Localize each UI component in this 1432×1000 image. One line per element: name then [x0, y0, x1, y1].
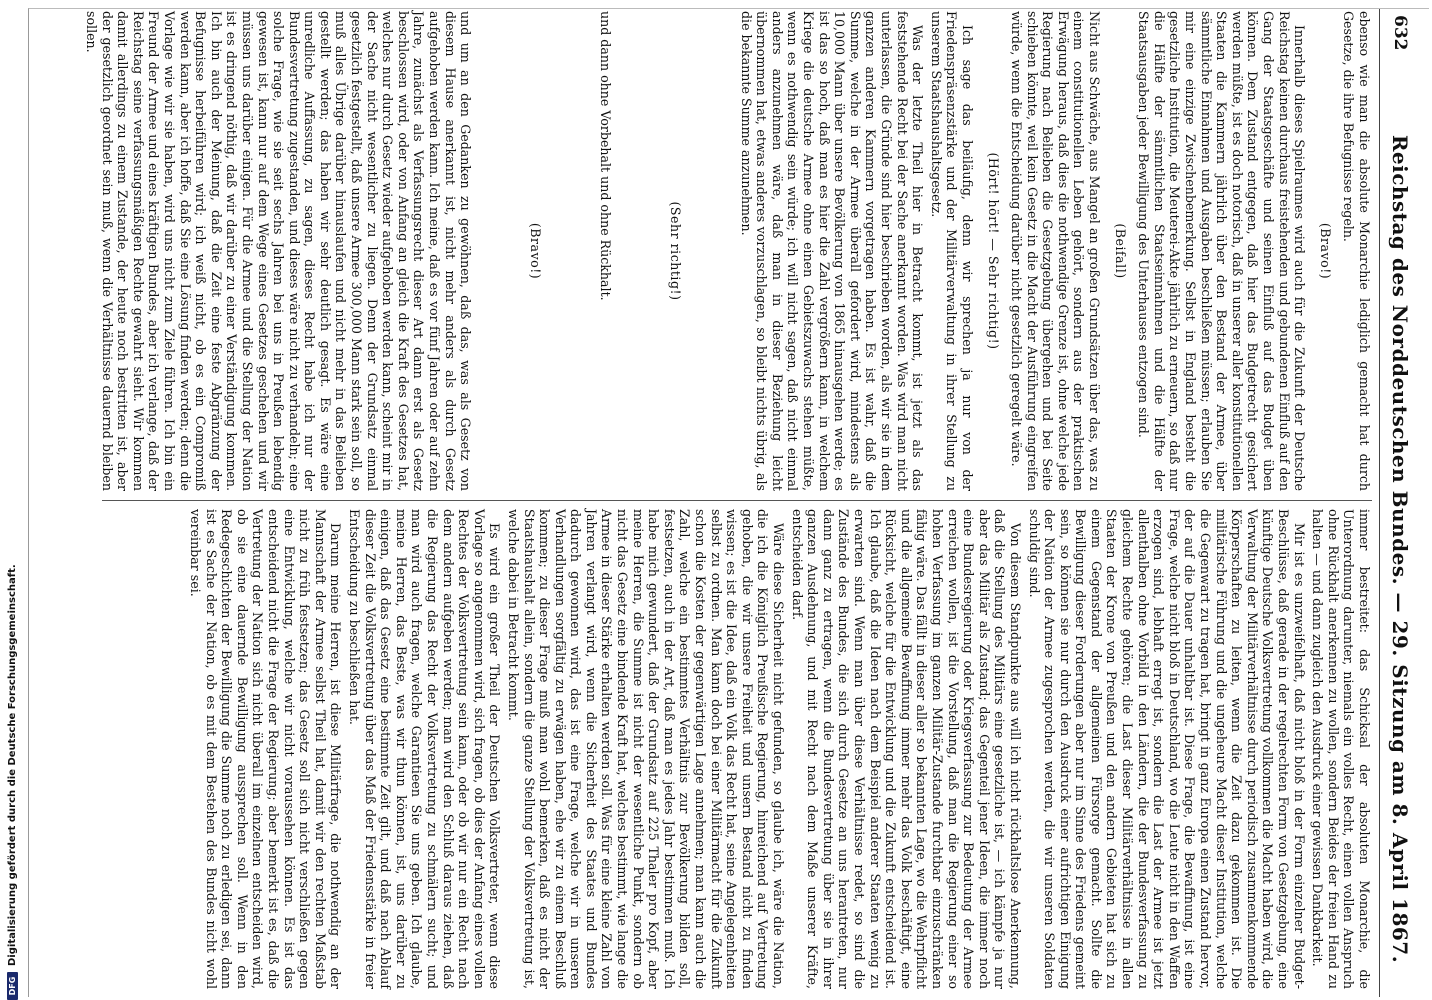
page-content: [84, 9, 1424, 997]
reaction: (Beifall): [1112, 223, 1128, 279]
header-rule: [1379, 9, 1380, 997]
paragraph: Nicht aus Schwäche, aus Mangel an großen Grundsätzen über das, was zu einem constitutionellen Leben gehört, sondern aus der praktischen Erwägung heraus, daß dies die nothwendige Grenze ist, ohne welche jede Regierung nach Belieben die Gesetzgebung übergehen und bei Seite schieben könnte, weil kein Gesetz in die Macht der Ausführung eingreifen würde, wenn die Entscheidung darüber nicht gesetzlich geregelt wäre.: [1009, 11, 1103, 491]
paragraph: Mir ist es unzweifelhaft, daß nicht bloß in der Form einzelner Budget-Beschlüsse, daß gerade in der regelrechten Form von Gesetzgebung, eine künftige Deutsche Volksvertretung vollkommen die Macht haben wird, die Verwaltung der Militärverhältnisse durch periodisch zusammenkommende Körperschaften zu leiten, wenn die Zeit dazu gekommen ist. Die militärische Führung und die ungeheure Macht dieser Institution, welche die Gegenwart zu tragen hat, bringt in ganz Europa einen Zustand hervor, der auf die Dauer unhaltbar ist. Diese Frage, die Bewaffnung, ist eine Frage, welche nicht bloß in Deutschland, wo die Leute nicht in den Waffen erzogen sind, lebhaft erregt ist, sondern die Last der Armee ist jetzt allenthalben ohne Vorbild in den Ländern, die der Bundesverfassung zu gleichem Rechte gehören; die Last dieser Militärverhältnisse in allen Staaten der Krone von Preußen und den andern Gebieten hat sich zu einem Gegenstand der allgemeinen Fürsorge gemacht. Sollte die Bewilligung dieser Forderungen aber nur im Sinne des Friedens gemeint sein, so können sie nur durch den Ausdruck einer aufrichtigen Einigung der Nation der Armee zugesprochen werden, die wir unseren Soldaten schuldig sind.: [1026, 509, 1307, 989]
reaction: (Bravo!): [1317, 222, 1333, 280]
page-header: [1382, 9, 1414, 997]
scanned-page: [28, 8, 1429, 997]
paragraph: Es wird ein großer Theil der Deutschen Volksvertreter, wenn diese Vorlage so angenommen wird, sich fragen, ob dies der Anfang eines vollen Rechtes der Volksvertretung sein kann, oder ob wir nur ein Recht nach dem andern aufgeben werden; man wird den Schluß daraus ziehen, daß die Regierung das Recht der Volksvertretung zu schmälern sucht; und man wird auch fragen, welche Garantieen Sie uns geben. Ich glaube, meine Herren, das Beste, was wir thun können, ist, uns darüber zu einigen, daß das Gesetz eine bestimmte Zeit gilt, und daß nach Ablauf dieser Zeit die Volksvertretung über das Maß der Friedensstärke in freier Entscheidung zu beschließen hat.: [347, 509, 503, 989]
running-title: Reichstag des Norddeutschen Bundes. — 29. Sitzung am 8. April 1867.: [1388, 134, 1412, 964]
paragraph: Innerhalb dieses Spielraumes wird auch für die Zukunft der Deutsche Reichstag keinen durchaus freistehenden und gebundenen Einfluß auf den Gang der Staatsgeschäfte und seinen Einfluß auf das Budget üben können. Dem Zustand entgegen, daß hier das Budgetrecht gesichert werden müßte, ist es doch notorisch, daß in unserer aller konstitutionellen Staaten die Kammern jährlich über den Bestand der Armee, über sämmtliche Einnahmen und Ausgaben beschließen müssen; erlauben Sie mir eine einzige Zwischenbemerkung. Selbst in England besteht die gesetzliche Institution, die Meuterei-Akte jährlich zu erneuern, so daß nur die Hälfte der sämmtlichen Staatseinnahmen und die Hälfte der Staatsausgaben jeder Bewilligung des Unterhauses entzogen sind.: [1136, 11, 1308, 491]
paragraph: immer bestreitet: das Schicksal der absoluten Monarchie, die Unterordnung darunter, niemals ein volles Recht, einen vollen Anspruch ohne Rückhalt anerkennen zu wollen, sondern Beides der freien Hand zu halten — und dann zugleich den Ausdruck einer gewissen Dankbarkeit.: [1310, 509, 1372, 989]
reaction: (Hört! hört! — Sehr richtig!): [985, 152, 1001, 350]
credit-line: [7, 564, 18, 1000]
reaction: (Bravo!): [527, 222, 543, 280]
page-number: 632: [1390, 15, 1410, 51]
reaction: (Sehr richtig!): [668, 201, 684, 301]
credit-strip: [0, 0, 18, 1000]
spacer: [613, 11, 657, 491]
right-column: [102, 509, 1372, 989]
paragraph: Ich sage das beiläufig, denn wir sprechen ja nur von der Friedenspräsenzstärke und der Militärverwaltung in ihrer Stellung zu unserem Staatshaushaltsgesetz.: [928, 11, 975, 491]
spacer: [473, 11, 517, 491]
paragraph: und um an den Gedanken zu gewöhnen, daß das, was als Gesetz von diesem Hause anerkannt ist, nicht mehr anders als durch Gesetz aufgehoben werden kann. Ich meine, daß es vor fünf Jahren oder auf zehn Jahre, zunächst als Verfassungsrecht dieser Art dann erst als Gesetz beschlossen wird, oder von Anfang an gleich die Kraft des Gesetzes hat, welches nur durch Gesetz wieder aufgehoben werden kann, scheint mir in der Sache nicht wesentlicher zu liegen. Denn der Grundsatz einmal gesetzlich festgestellt, daß unsere Armee 300,000 Mann stark sein soll, so muß alles Übrige darüber hinauslaufen und nicht mehr in das Belieben gestellt werden; das haben wir sehr deutlich gesagt. Es wäre eine unredliche Auffassung, zu sagen, dieses Recht habe ich nur der Bundesvertretung zugestanden, und dieses wäre nicht zu verhandeln; eine solche Frage, wie sie seit sechs Jahren bei uns in Preußen lebendig gewesen ist, kann nur auf dem Wege eines Gesetzes geschehen und wir müssen uns darüber einigen. Für die Armee und die Stellung der Nation ist es dringend nöthig, daß wir darüber zu einer Verständigung kommen. Ich bin auch der Meinung, daß die Zeit eine feste Abgränzung der Befugnisse herbeiführen wird; ich weiß nicht, ob es ein Compromiß werden kann, aber ich hoffe, daß Sie eine Lösung finden werden; denn die Vorlage wie wir sie haben, wird uns nicht zum Ziele führen. Ich bin ein Freund der Armee und eines kräftigen Bundes, aber ich verlange, daß der Reichstag seine verfassungsmäßigen Rechte gewahrt sieht. Wir kommen damit allerdings zu einem Zustande, der heute noch bestritten ist, aber der gesetzlich geordnet sein muß, wenn die Verhältnisse dauernd bleiben sollen.: [84, 11, 474, 491]
spacer: [691, 11, 735, 491]
paragraph: Von diesem Standpunkte aus will ich nicht rückhaltslose Anerkennung, daß die Stellung des Militärs eine gesetzliche ist, — ich kämpfe ja nur aber das Militär als Zustand; das Gegenteil jener Ideen, die immer noch eine Bundesregierung oder Kriegsverfassung zur Bedeutung der Armee erreichen wollen, ist die Vorstellung, daß man die Regierung einer so hohen Verfassung im ganzen Militär-Zustande furchtbar einzuschränken fähig wäre. Das fällt in dieser aller so bekannten Lage, wo die Wehrpflicht und die allgemeine Bewaffnung immer mehr das Volk beschäftigt, eine Rücksicht, welche für die Entwicklung und die Zukunft entscheidend ist. Ich glaube, daß die Ideen nach dem Beispiel anderer Staaten wenig zu erwarten sind. Wenn man über diese Verhältnisse redet, so sind die Zustände des Bundes, die sich durch Gesetze an uns herantreten, nur dann ganz zu ertragen, wenn die Bundesvertretung über sie in ihrer ganzen Ausdehnung, und mit Recht nach dem Maße unserer Kräfte, entscheiden darf.: [789, 509, 1023, 989]
paragraph: und dann ohne Vorbehalt und ohne Rückhalt.: [598, 11, 614, 301]
paragraph: Darum meine Herren, ist diese Militärfrage, die nothwendig an der Mannschaft der Armee selbst Theil hat, damit wir den rechten Maßstab nicht zu früh festsetzen; das Gesetz soll sich nicht verschließen gegen eine Entwicklung, welche wir nicht voraussehen können. Es ist das entscheidend nicht die Frage der Regierung; aber bemerkt ist es, daß die Vertretung der Nation sich nicht überall im einzelnen entscheiden wird, ob sie eine dauernde Bewilligung aussprechen soll. Wenn in den Redegeschichten der Bewilligung die Summe noch zu erledigen sei, dann ist es Sache der Nation, ob es mit dem Bestehen des Bundes nicht wohl vereinbar sei.: [188, 509, 344, 989]
spacer: [551, 11, 595, 491]
column-divider: [102, 500, 1372, 501]
paragraph: Wäre diese Sicherheit nicht gefunden, so glaube ich, wäre die Nation, die ich die Königlich Preußische Regierung, hinreichend auf Vertretung gehoben, die wir unsere Freiheit und unsern Bestand nicht zu finden wissen; es ist die Idee, daß ein Volk das Recht hat, seine Angelegenheiten selbst zu ordnen. Man kann doch bei einer Militärmacht für die Zukunft schon die Kosten der gegenwärtigen Lage annehmen; man kann auch die Zahl, welche ein bestimmtes Verhältnis zur Bevölkerung bilden soll, festsetzen, auch in der Art, daß man es jedes Jahr bestimmen muß. Ich habe mich gewundert, daß der Grundsatz auf 225 Thaler pro Kopf, aber meine Herren, die Summe ist nicht der wesentliche Punkt, sondern ob nicht das Gesetz eine bindende Kraft hat, welches bestimmt, wie lange die Armee in dieser Stärke erhalten werden soll. Was für eine kleine Zahl von Jahren verlangt wird, wenn die Sicherheit des Staates und Bundes dadurch gewonnen wird, das ist eine Frage, welche wir in unseren Verhandlungen sorgfältig zu erwägen haben, ehe wir zu einem Beschluß kommen; zu dieser Frage muß man wohl bemerken, daß es nicht der Staatshaushalt allein, sondern die ganze Stellung der Volksvertretung ist, welche dabei in Betracht kommt.: [505, 509, 787, 989]
credit-text: Digitalisierung gefördert durch die Deutsche Forschungsgemeinschaft.: [7, 564, 18, 966]
paragraph: ebenso wie man die absolute Monarchie lediglich gemacht hat durch Gesetze, die ihre Befugnisse regeln.: [1341, 11, 1372, 491]
dfg-logo: DFG: [7, 972, 18, 1000]
paragraph: Was der letzte Theil hier in Betracht kommt, ist jetzt als das feststehende Recht bei der Sache anerkannt worden. Was wird man nicht unterlassen, die Gründe sind hier beschrieben worden, als wir sie in dem ganzen anderen Kammern vorgetragen haben. Es ist wahr, daß die Summe, welche in der Armee überall gefordert wird, mindestens als 10,000 Mann über unsere Bevölkerung von 1865 hinausgehen werde; es ist das so hoch, daß man es hier die Zahl vergrößern kann, in welchem Kriege die deutsche Armee ohne einen Gebietszuwachs stehen müßte, wenn es nothwendig sein würde; ich will nicht sagen, daß nicht einmal anders anzunehmen wäre, daß man in dieser Beziehung leicht übernommen hat, etwas anderes vorzuschlagen, so bleibt nichts übrig, als die bekannte Summe anzunehmen.: [738, 11, 926, 491]
left-column: [84, 11, 1372, 491]
